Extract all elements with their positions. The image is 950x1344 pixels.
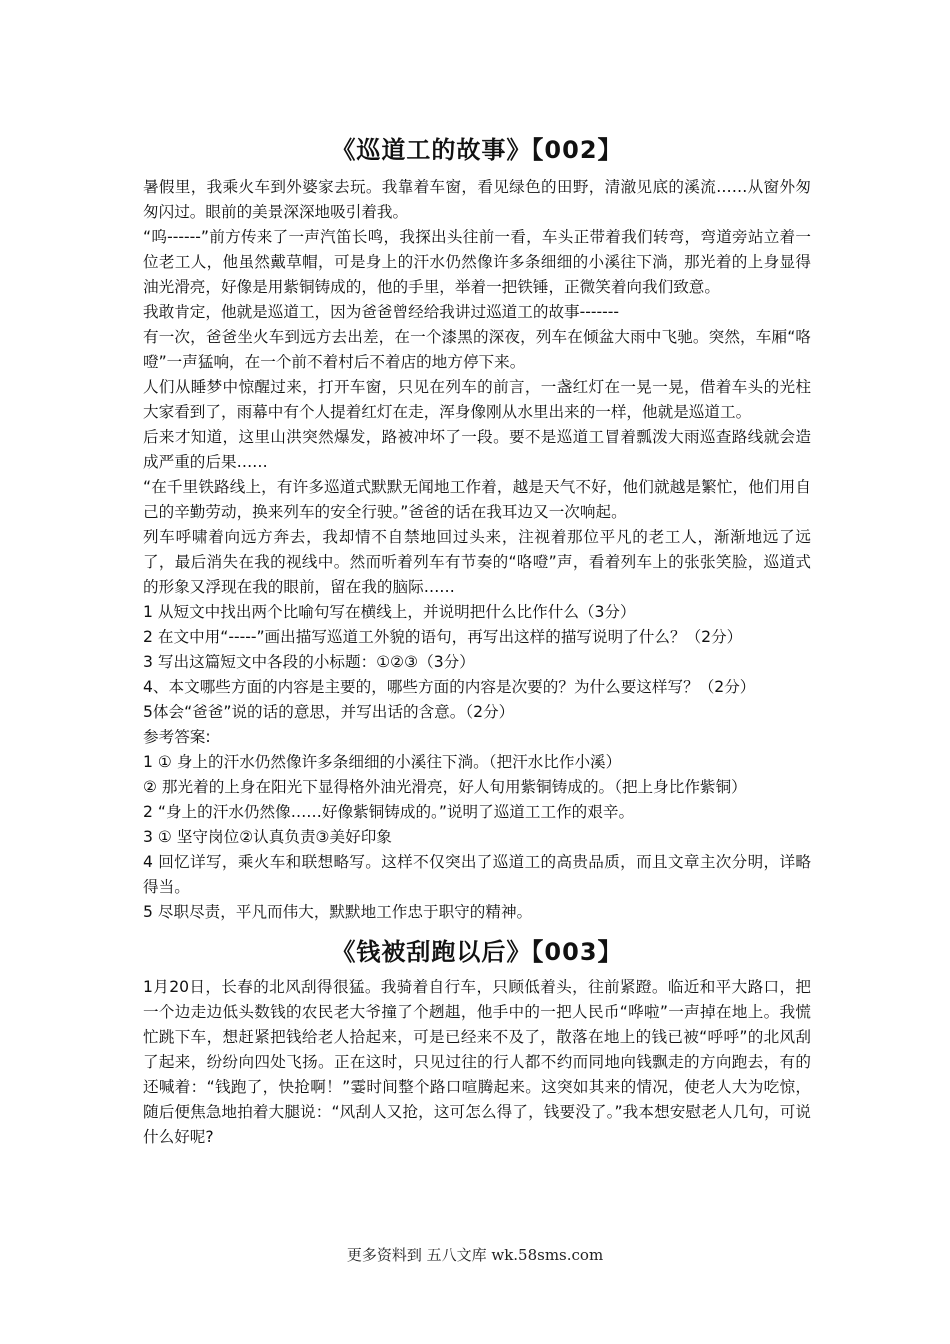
- question-item: 1 从短文中找出两个比喻句写在横线上，并说明把什么比作什么（3分）: [143, 603, 636, 621]
- paragraph: “呜------”前方传来了一声汽笛长鸣，我探出头往前一看，车头正带着我们转弯，弯道旁站立着一位老工人，他虽然戴草帽，可是身上的汗水仍然像许多条细细的小溪往下淌，那光着的上身显得油光滑亮，好像是用紫铜铸成的，他的手里，举着一把铁锤，正微笑着向我们致意。: [143, 228, 811, 296]
- section-body-xundaogong: [143, 175, 811, 925]
- paragraph: “在千里铁路线上，有许多巡道式默默无闻地工作着，越是天气不好，他们就越是繁忙，他们用自己的辛勤劳动，换来列车的安全行驶。”爸爸的话在我耳边又一次响起。: [143, 478, 811, 521]
- question-item: 4、本文哪些方面的内容是主要的，哪些方面的内容是次要的？为什么要这样写？（2分）: [143, 678, 756, 696]
- document-body: [143, 133, 811, 1150]
- section-title-qianbeiguapao: 《钱被刮跑以后》【003】: [331, 938, 623, 966]
- question-item: 2 在文中用“-----”画出描写巡道工外貌的语句，再写出这样的描写说明了什么？（2分）: [143, 628, 743, 646]
- question-item: 3 写出这篇短文中各段的小标题：①②③（3分）: [143, 653, 475, 671]
- section-title-xundaogong: 《巡道工的故事》【002】: [331, 136, 623, 164]
- answer-item: 5 尽职尽责，平凡而伟大，默默地工作忠于职守的精神。: [143, 903, 533, 921]
- paragraph: 后来才知道，这里山洪突然爆发，路被冲坏了一段。要不是巡道工冒着瓢泼大雨巡查路线就会造成严重的后果……: [143, 428, 811, 471]
- question-item: 5体会“爸爸”说的话的意思，并写出话的含意。（2分）: [143, 703, 515, 721]
- paragraph: 我敢肯定，他就是巡道工，因为爸爸曾经给我讲过巡道工的故事-------: [143, 303, 620, 321]
- paragraph: 有一次，爸爸坐火车到远方去出差，在一个漆黑的深夜，列车在倾盆大雨中飞驰。突然，车厢“咯噔”一声猛响，在一个前不着村后不着店的地方停下来。: [143, 328, 811, 371]
- answer-item: 4 回忆详写，乘火车和联想略写。这样不仅突出了巡道工的高贵品质，而且文章主次分明，详略得当。: [143, 853, 811, 896]
- answers-heading: 参考答案:: [143, 728, 211, 746]
- answer-item: 3 ① 坚守岗位②认真负责③美好印象: [143, 828, 392, 846]
- answer-item: 2 “身上的汗水仍然像……好像紫铜铸成的。”说明了巡道工工作的艰辛。: [143, 803, 635, 821]
- section-body-qianbeiguapao: [143, 975, 811, 1150]
- paragraph: 人们从睡梦中惊醒过来，打开车窗，只见在列车的前言，一盏红灯在一晃一晃，借着车头的光柱大家看到了，雨幕中有个人提着红灯在走，浑身像刚从水里出来的一样，他就是巡道工。: [143, 378, 811, 421]
- paragraph: 列车呼啸着向远方奔去，我却情不自禁地回过头来，注视着那位平凡的老工人，渐渐地远了远了，最后消失在我的视线中。然而听着列车有节奏的“咯噔”声，看着列车上的张张笑脸，巡道式的形象又浮现在我的眼前，留在我的脑际……: [143, 528, 811, 596]
- paragraph: 1月20日，长春的北风刮得很猛。我骑着自行车，只顾低着头，往前紧蹬。临近和平大路口，把一个边走边低头数钱的农民老大爷撞了个趔趄，他手中的一把人民币“哗啦”一声掉在地上。我慌忙跳下车，想赶紧把钱给老人拾起来，可是已经来不及了，散落在地上的钱已被“呼呼”的北风刮了起来，纷纷向四处飞扬。正在这时，只见过往的行人都不约而同地向钱飘走的方向跑去，有的还喊着：“钱跑了，快抢啊！”霎时间整个路口喧腾起来。这突如其来的情况，使老人大为吃惊，随后便焦急地拍着大腿说：“风刮人又抢，这可怎么得了，钱要没了。”我本想安慰老人几句，可说什么好呢?: [143, 978, 811, 1146]
- footer-watermark: 更多资料到 五八文库 wk.58sms.com: [346, 1246, 604, 1264]
- answer-item: ② 那光着的上身在阳光下显得格外油光滑亮，好人旬用紫铜铸成的。（把上身比作紫铜）: [143, 778, 747, 796]
- answer-item: 1 ① 身上的汗水仍然像许多条细细的小溪往下淌。（把汗水比作小溪）: [143, 753, 622, 771]
- paragraph: 暑假里，我乘火车到外婆家去玩。我靠着车窗，看见绿色的田野，清澈见底的溪流……从窗外匆匆闪过。眼前的美景深深地吸引着我。: [143, 178, 811, 221]
